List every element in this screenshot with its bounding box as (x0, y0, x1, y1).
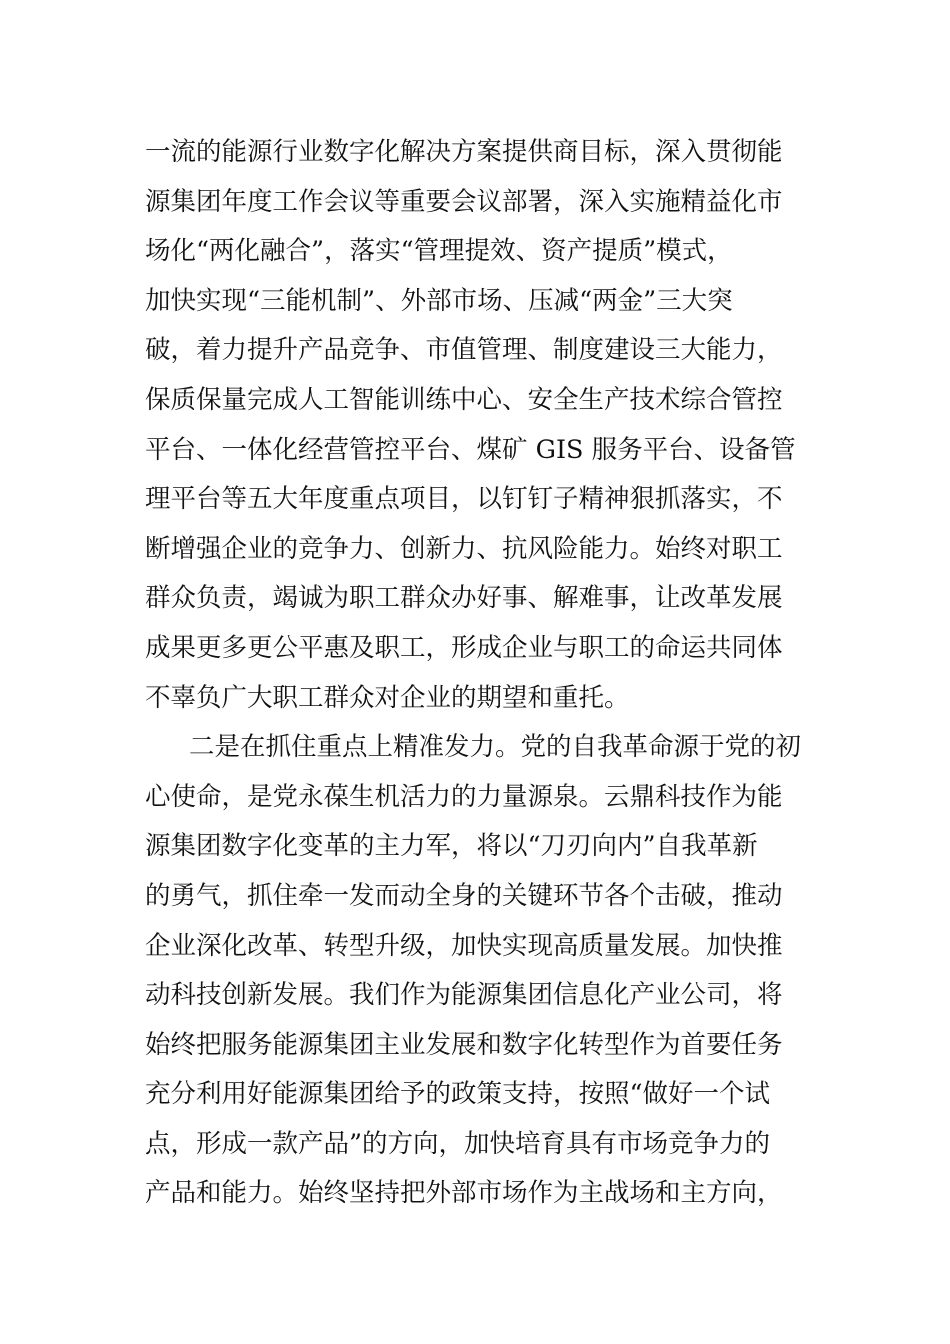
paragraph-line: 企业深化改革、转型升级，加快实现高质量发展。加快推 (145, 930, 783, 961)
paragraph-line: 理平台等五大年度重点项目，以钉钉子精神狠抓落实，不 (145, 484, 783, 515)
paragraph-line: 场化“两化融合”，落实“管理提效、资产提质”模式， (145, 236, 733, 267)
paragraph-line: 成果更多更公平惠及职工，形成企业与职工的命运共同体 (145, 632, 783, 663)
paragraph-line: 保质保量完成人工智能训练中心、安全生产技术综合管控 (145, 384, 783, 415)
paragraph-line: 不辜负广大职工群众对企业的期望和重托。 (145, 682, 630, 713)
paragraph-line: 充分利用好能源集团给予的政策支持，按照“做好一个试 (145, 1079, 771, 1110)
paragraph-line: 一流的能源行业数字化解决方案提供商目标，深入贯彻能 (145, 137, 783, 167)
paragraph-line: 点，形成一款产品”的方向，加快培育具有市场竞争力的 (145, 1128, 771, 1159)
paragraph-line: 产品和能力。始终坚持把外部市场作为主战场和主方向， (145, 1178, 783, 1209)
paragraph-line: 断增强企业的竞争力、创新力、抗风险能力。始终对职工 (145, 533, 783, 564)
paragraph-line: 始终把服务能源集团主业发展和数字化转型作为首要任务 (145, 1029, 783, 1060)
paragraph-line: 心使命，是党永葆生机活力的力量源泉。云鼎科技作为能 (145, 781, 783, 812)
paragraph-line: 的勇气，抓住牵一发而动全身的关键环节各个击破，推动 (145, 880, 783, 911)
paragraph-line: 源集团数字化变革的主力军，将以“刀刃向内”自我革新 (145, 831, 758, 862)
paragraph-line: 平台、一体化经营管控平台、煤矿 GIS 服务平台、设备管 (145, 434, 796, 465)
paragraph-line: 加快实现“三能机制”、外部市场、压减“两金”三大突 (145, 285, 733, 316)
paragraph-line: 二是在抓住重点上精准发力。党的自我革命源于党的初 (189, 732, 802, 763)
paragraph-line: 群众负责，竭诚为职工群众办好事、解难事，让改革发展 (145, 583, 783, 614)
document-body (145, 128, 815, 1219)
paragraph-line: 动科技创新发展。我们作为能源集团信息化产业公司，将 (145, 980, 783, 1011)
paragraph-2 (145, 723, 815, 1219)
paragraph-1 (145, 128, 815, 723)
paragraph-line: 破，着力提升产品竞争、市值管理、制度建设三大能力， (145, 335, 783, 366)
paragraph-line: 源集团年度工作会议等重要会议部署，深入实施精益化市 (145, 186, 783, 217)
